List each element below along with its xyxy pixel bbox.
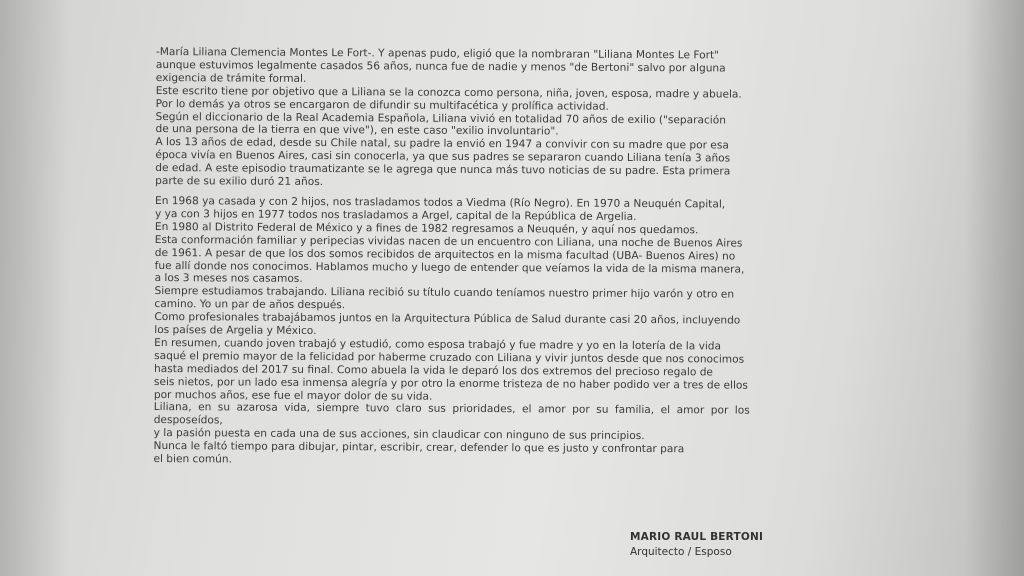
text-line: el bien común.: [153, 453, 233, 466]
text-line: los países de Argelia y México.: [154, 324, 317, 338]
text-line: parte de su exilio duró 21 años.: [155, 175, 324, 189]
text-line: de una persona de la tierra en que vive"), en este caso "exilio involuntario".: [155, 123, 559, 138]
text-line: por muchos años, ese fue el mayor dolor de su vida.: [153, 388, 433, 403]
text-line: camino. Yo un par de años después.: [154, 298, 346, 312]
text-line: aunque estuvimos legalmente casados 56 años, nunca fue de nadie y menos "de Bertoni" salvo por alguna: [155, 58, 726, 75]
text-line: y la pasión puesta en cada una de sus acciones, sin claudicar con ninguno de sus principios.: [153, 427, 645, 443]
text-line: Como profesionales trabajábamos juntos en la Arquitectura Pública de Salud durante casi 20 años, incluyendo: [154, 311, 741, 327]
text-line: y ya con 3 hijos en 1977 todos nos trasladamos a Argel, capital de la República de Argelia.: [154, 207, 637, 223]
text-line: hasta mediados del 2017 su final. Como abuela la vida le deparó los dos extremos del precioso regalo de: [153, 362, 713, 379]
author-role: Arquitecto / Esposo: [630, 546, 732, 558]
text-line: época vivía en Buenos Aires, casi sin conocerla, ya que sus padres se separaron cuando Liliana tenía 3 años: [155, 149, 731, 165]
text-line: Esta conformación familiar y peripecias vividas nacen de un encuentro con Liliana, una noche de Buenos Aires: [154, 233, 743, 250]
text-line: Liliana, en su azarosa vida, siempre tuvo claro sus prioridades, el amor por su familia, el amor por los desposeídos,: [153, 401, 750, 427]
text-line: Según el diccionario de la Real Academia Española, Liliana vivió en totalidad 70 años de exilio ("separación: [155, 110, 726, 127]
text-line: Nunca le faltó tiempo para dibujar, pintar, escribir, crear, defender lo que es justo y confrontar para: [153, 440, 685, 456]
text-line: de edad. A este episodio traumatizante se le agrega que nunca más tuvo noticias de su padre. Esta primera: [155, 162, 731, 178]
text-line: seis nietos, por un lado esa inmensa alegría y por otro la enorme tristeza de no haber podido ver a tres de ellos: [153, 375, 748, 392]
text-line: -María Liliana Clemencia Montes Le Fort-. Y apenas pudo, eligió que la nombraran "Liliana Montes Le Fort": [155, 46, 720, 62]
text-line: En resumen, cuando joven trabajó y estudió, como esposa trabajó y fue madre y yo en la lotería de la vida: [154, 336, 722, 353]
left-shadow: [0, 0, 70, 576]
text-line: Por lo demás ya otros se encargaron de difundir su multifacética y prolífica actividad.: [155, 97, 609, 113]
text-line: de 1961. A pesar de que los dos somos recibidos de arquitectos en la misma facultad (UBA- Buenos Aires) no: [154, 246, 736, 263]
text-line: fue allí donde nos conocimos. Hablamos mucho y luego de entender que veíamos la vida de la misma manera,: [154, 259, 745, 276]
text-line: saqué el premio mayor de la felicidad por haberme cruzado con Liliana y vivir juntos desde que nos conocimos: [154, 349, 745, 366]
text-line: exigencia de trámite formal.: [155, 71, 307, 85]
text-line: Este escrito tiene por objetivo que a Liliana se la conozca como persona, niña, joven, esposa, madre y abuela.: [155, 84, 742, 101]
right-shadow: [964, 0, 1024, 576]
text-line: Siempre estudiamos trabajando. Liliana recibió su título cuando teníamos nuestro primer hijo varón y otro en: [154, 285, 735, 301]
text-line: a los 3 meses nos casamos.: [154, 272, 303, 286]
memorial-text: [153, 46, 752, 470]
text-line: En 1980 al Distrito Federal de México y a fines de 1982 regresamos a Neuquén, y aquí nos quedamos.: [154, 220, 699, 237]
text-line: En 1968 ya casada y con 2 hijos, nos trasladamos todos a Viedma (Río Negro). En 1970 a Neuquén Capital,: [155, 194, 726, 211]
text-line: A los 13 años de edad, desde su Chile natal, su padre la envió en 1947 a convivir con su madre que por esa: [155, 136, 729, 152]
author-name: MARIO RAUL BERTONI: [630, 531, 764, 543]
signature-block: [630, 530, 763, 560]
